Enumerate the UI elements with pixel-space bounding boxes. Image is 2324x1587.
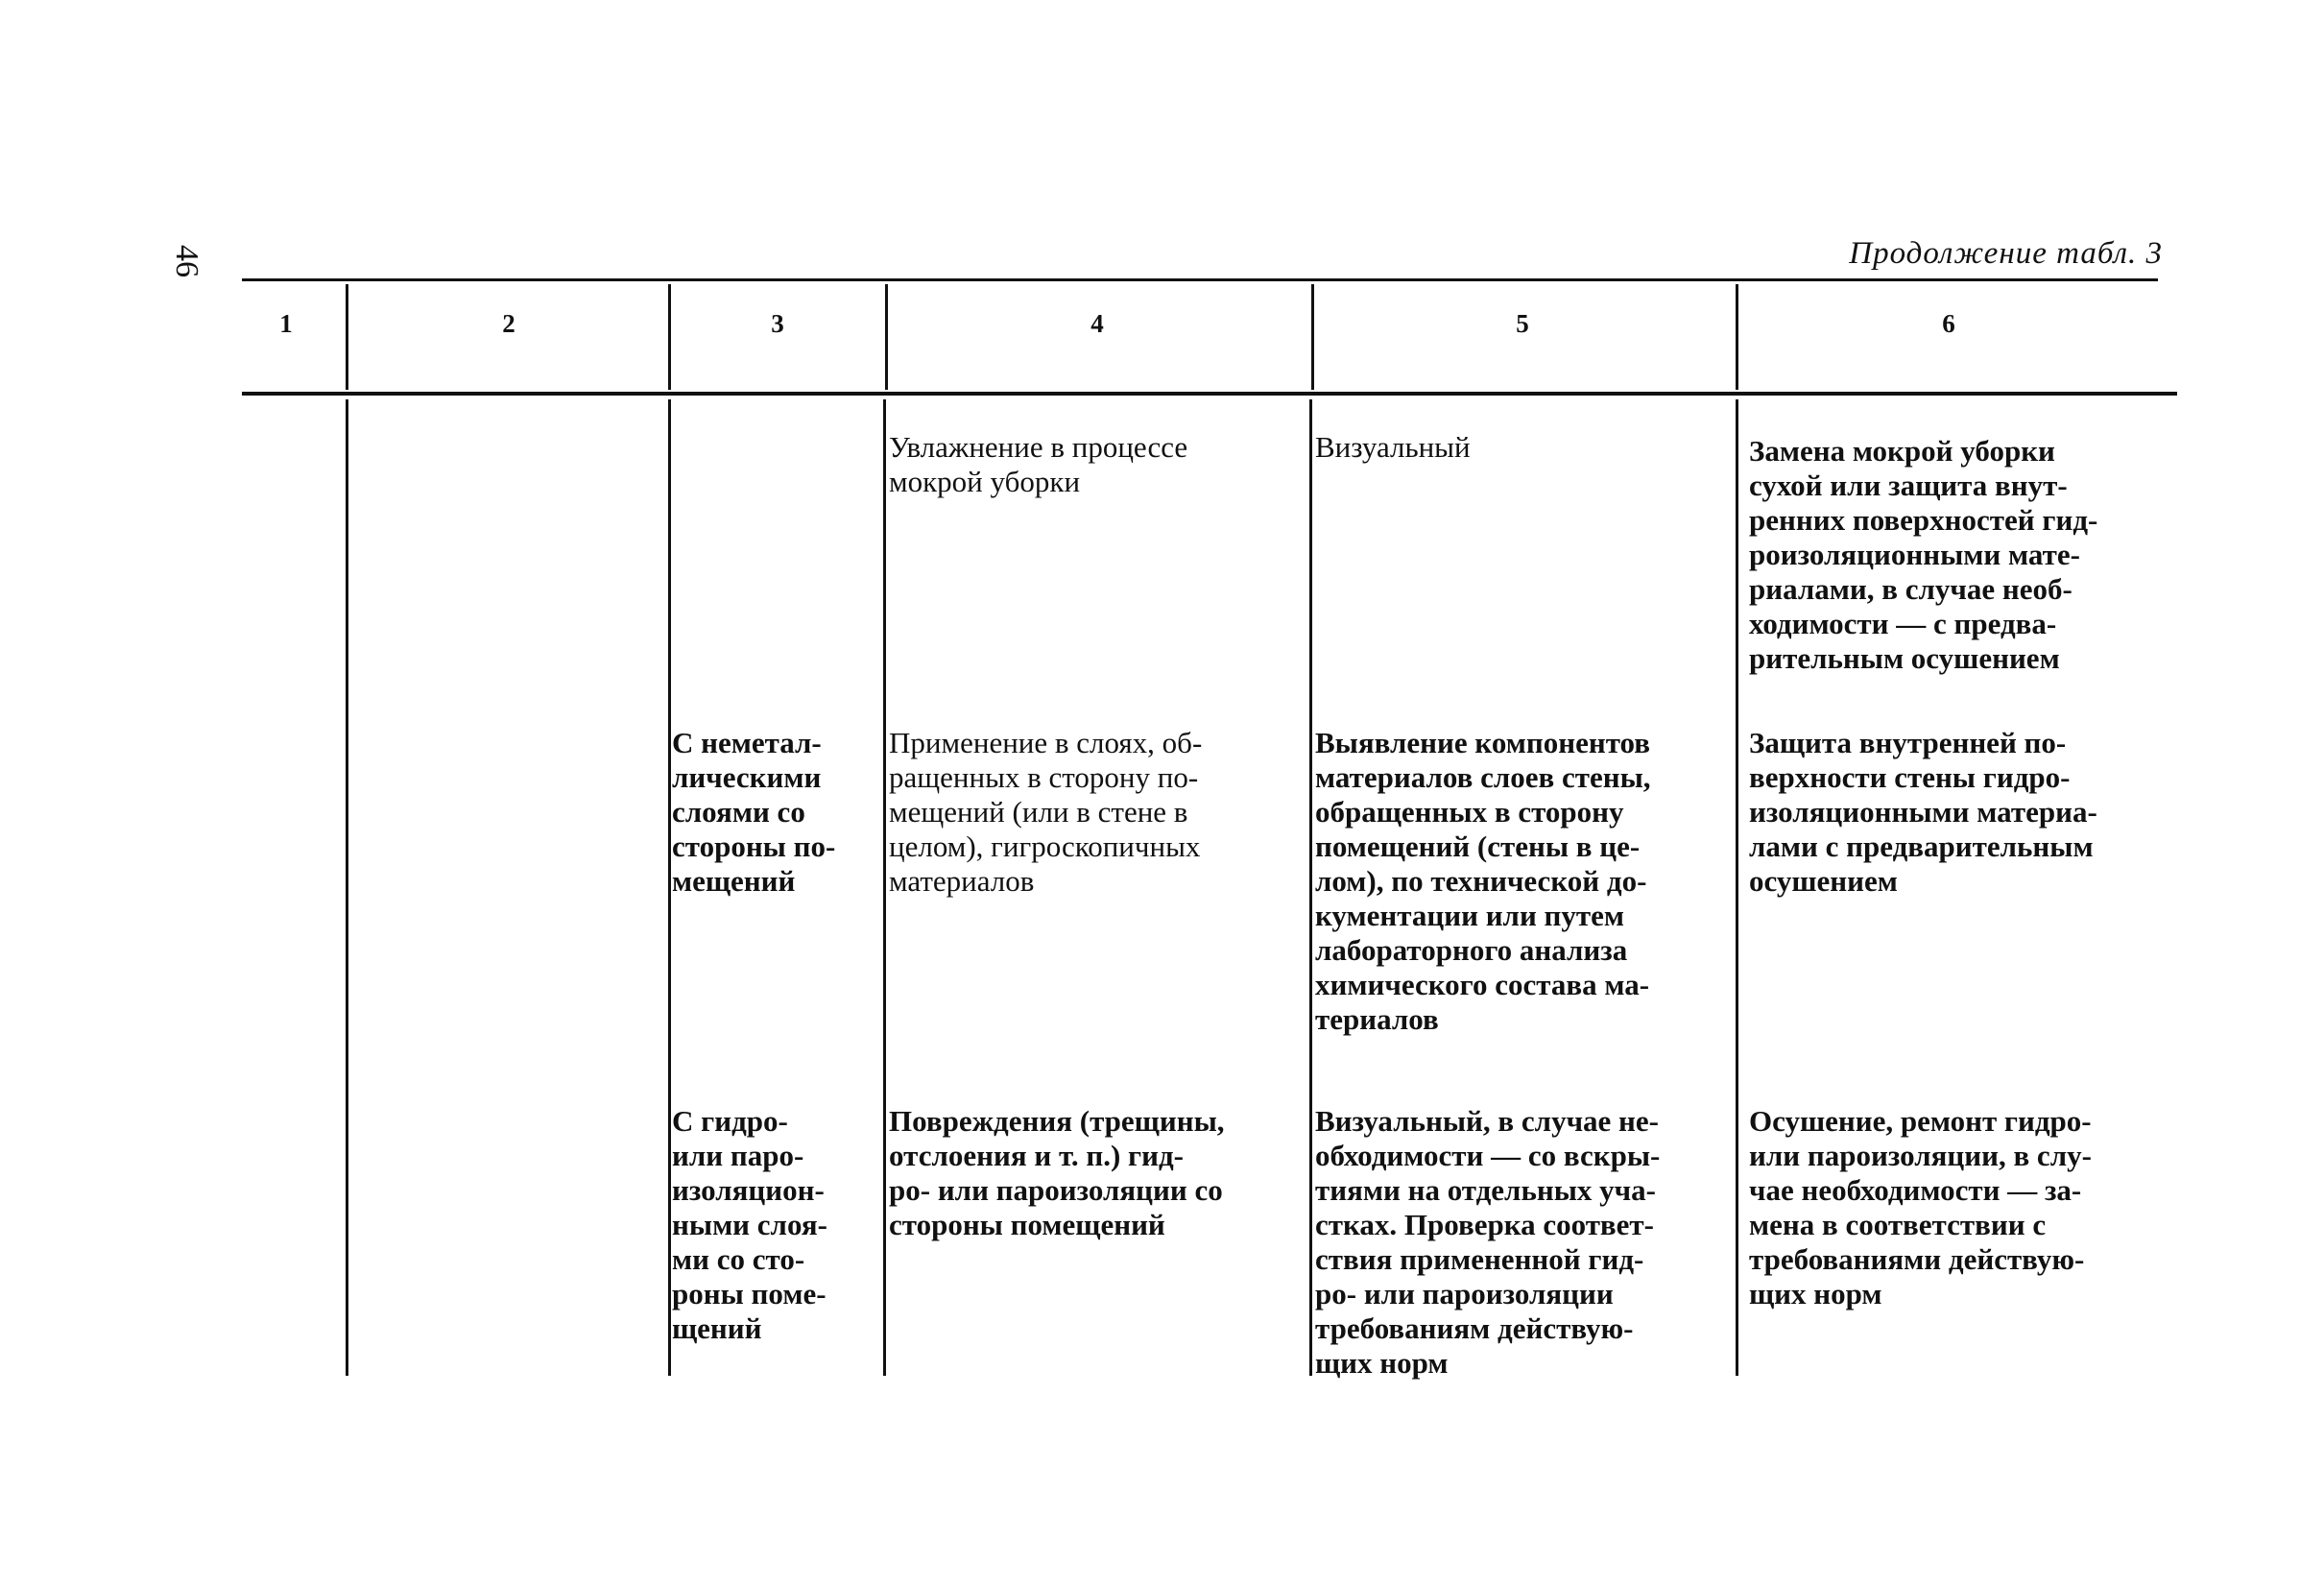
table-cell-r1-c5: Визуальный [1315,430,1471,464]
table-cell-r2-c3: С неметал- лическими слоями со стороны по- мещений [672,726,836,898]
table-cell-r1-c6: Замена мокрой уборки сухой или защита внут- ренних поверхностей гид- роизоляционными мате- риалами, в случае необ- ходимости — с предва- рительным осушением [1749,434,2098,675]
header-rule [242,392,2177,396]
column-number-1: 1 [279,309,293,338]
header-divider [346,284,348,390]
column-divider [1736,399,1738,1376]
header-divider [1736,284,1738,390]
column-number-2: 2 [502,309,515,338]
column-divider [1309,399,1312,1376]
top-rule [242,278,2158,281]
table-cell-r3-c6: Осушение, ремонт гидро- или пароизоляции, в слу- чае необходимости — за- мена в соответствии с требованиями действую- щих норм [1749,1104,2092,1310]
table-cell-r3-c5: Визуальный, в случае не- обходимости — со вскры- тиями на отдельных уча- стках. Проверка соответ- ствия примененной гид- ро- или пароизоляции требованиям действую- щих норм [1315,1104,1661,1380]
column-divider [883,399,886,1376]
table-cell-r3-c4: Повреждения (трещины, отслоения и т. п.) гид- ро- или пароизоляции со стороны помещений [889,1104,1225,1241]
column-number-3: 3 [771,309,784,338]
column-number-4: 4 [1090,309,1104,338]
header-divider [1311,284,1314,390]
table-cell-r2-c6: Защита внутренней по- верхности стены гидро- изоляционными материа- лами с предварительным осушением [1749,726,2097,898]
table-cell-r2-c5: Выявление компонентов материалов слоев стены, обращенных в сторону помещений (стены в це- лом), по технической до- кументации или путем лабораторного анализа химического состава ма- териалов [1315,726,1651,1036]
table-caption: Продолжение табл. 3 [1849,236,2163,271]
column-number-5: 5 [1516,309,1529,338]
column-divider [668,399,671,1376]
column-number-6: 6 [1942,309,1955,338]
header-divider [668,284,671,390]
table-cell-r3-c3: С гидро- или паро- изоляцион- ными слоя- ми со сто- роны поме- щений [672,1104,827,1345]
header-divider [885,284,888,390]
column-divider [346,399,348,1376]
table-cell-r2-c4: Применение в слоях, об- ращенных в сторону по- мещений (или в стене в целом), гигроскопичных материалов [889,726,1203,898]
page-number: 46 [169,245,204,277]
table-cell-r1-c4: Увлажнение в процессе мокрой уборки [889,430,1188,498]
